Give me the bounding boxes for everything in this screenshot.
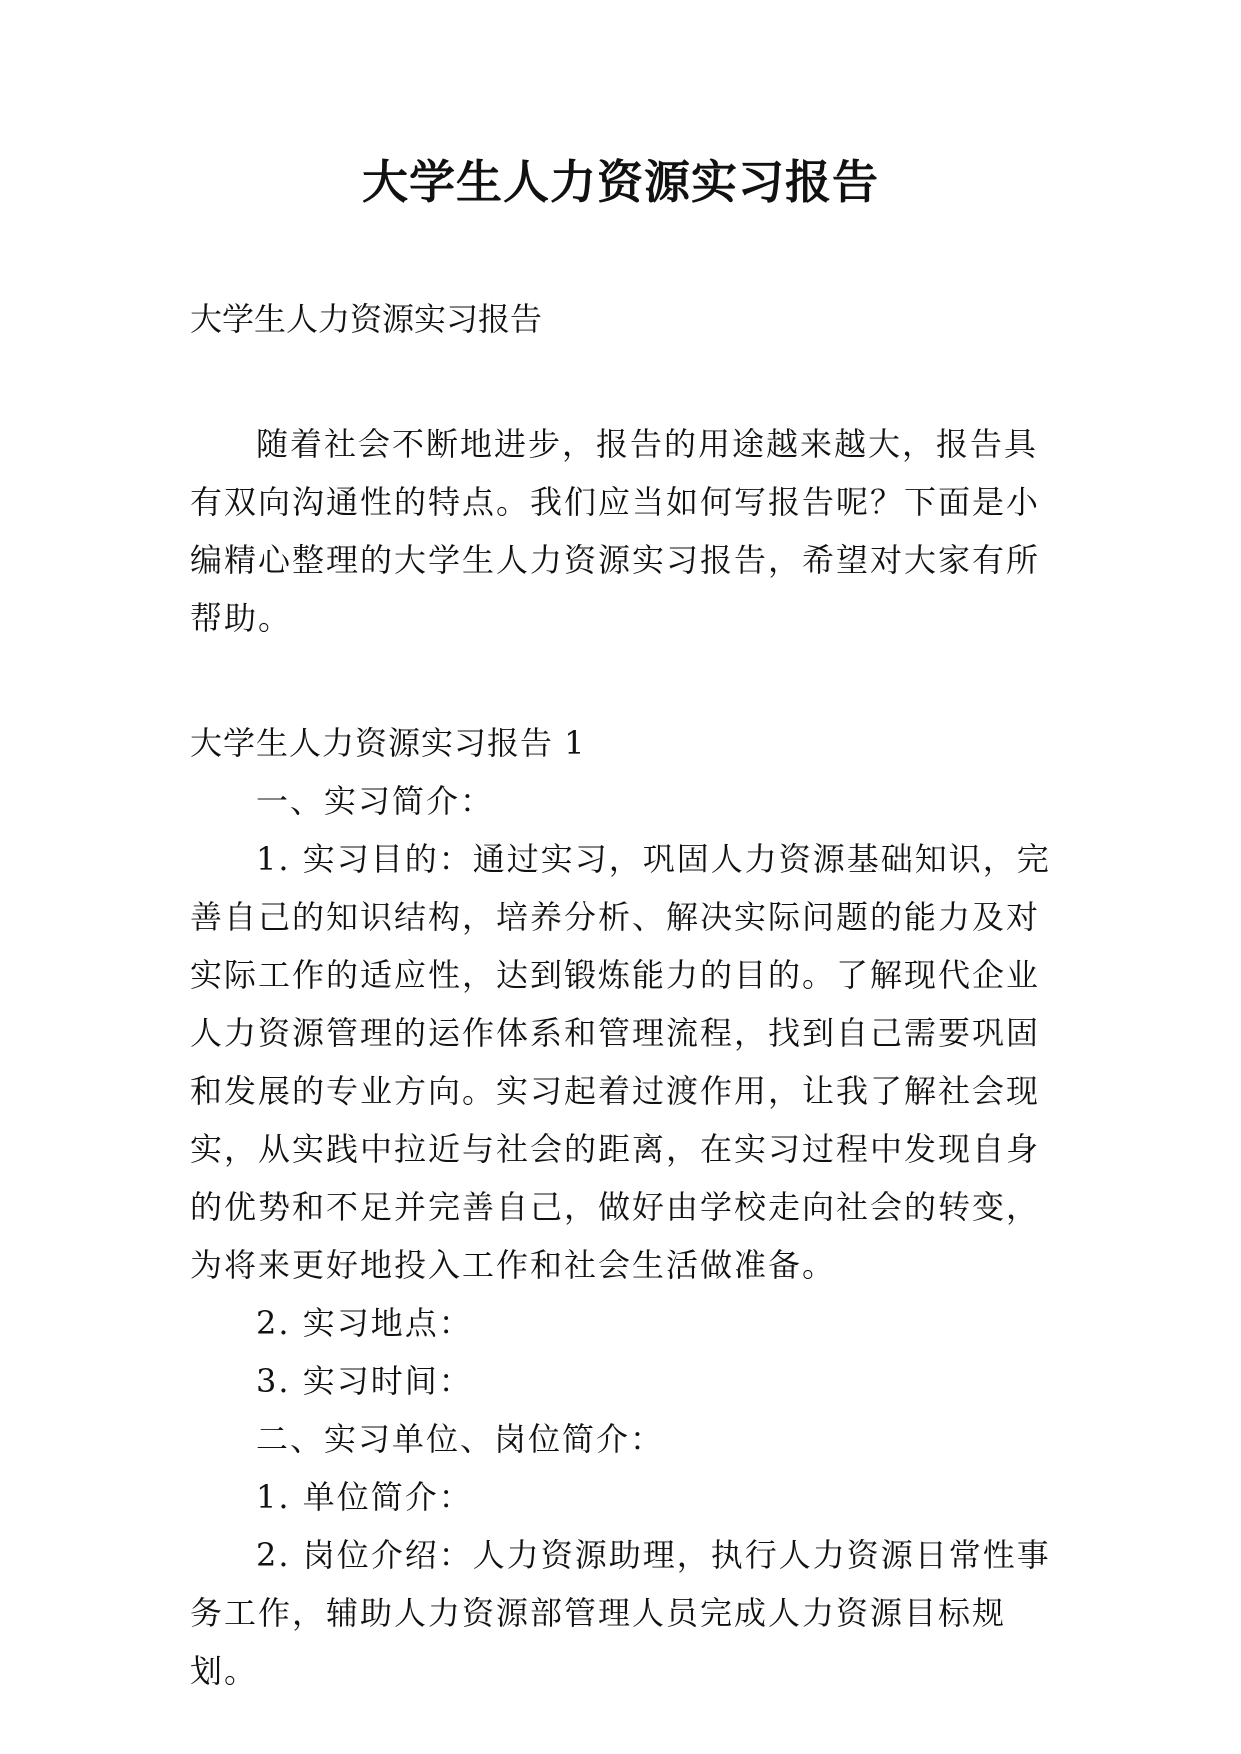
paragraph-section-one-heading: 一、实习简介： bbox=[256, 782, 495, 820]
paragraph-internship-purpose: 1. 实习目的：通过实习，巩固人力资源基础知识，完善自己的知识结构，培养分析、解决实际问题的能力及对实际工作的适应性，达到锻炼能力的目的。了解现代企业人力资源管理的运作体系和管理流程，找到自己需要巩固和发展的专业方向。实习起着过渡作用，让我了解社会现实，从实践中拉近与社会的距离，在实习过程中发现自身的优势和不足并完善自己，做好由学校走向社会的转变，为将来更好地投入工作和社会生活做准备。 bbox=[190, 840, 1051, 1284]
section-heading: 大学生人力资源实习报告 1 bbox=[190, 724, 586, 762]
paragraph-internship-time: 3. 实习时间： bbox=[256, 1362, 473, 1400]
paragraph-company-intro: 1. 单位简介： bbox=[256, 1478, 473, 1516]
intro-paragraph: 随着社会不断地进步，报告的用途越来越大，报告具有双向沟通性的特点。我们应当如何写报告呢？下面是小编精心整理的大学生人力资源实习报告，希望对大家有所帮助。 bbox=[190, 425, 1041, 637]
document-title: 大学生人力资源实习报告 bbox=[362, 155, 879, 209]
subtitle: 大学生人力资源实习报告 bbox=[190, 300, 543, 338]
paragraph-internship-location: 2. 实习地点： bbox=[256, 1304, 473, 1342]
paragraph-section-two-heading: 二、实习单位、岗位简介： bbox=[256, 1420, 665, 1458]
document-body bbox=[190, 290, 1060, 1700]
paragraph-position-intro: 2. 岗位介绍：人力资源助理，执行人力资源日常性事务工作，辅助人力资源部管理人员完成人力资源目标规划。 bbox=[190, 1536, 1051, 1690]
